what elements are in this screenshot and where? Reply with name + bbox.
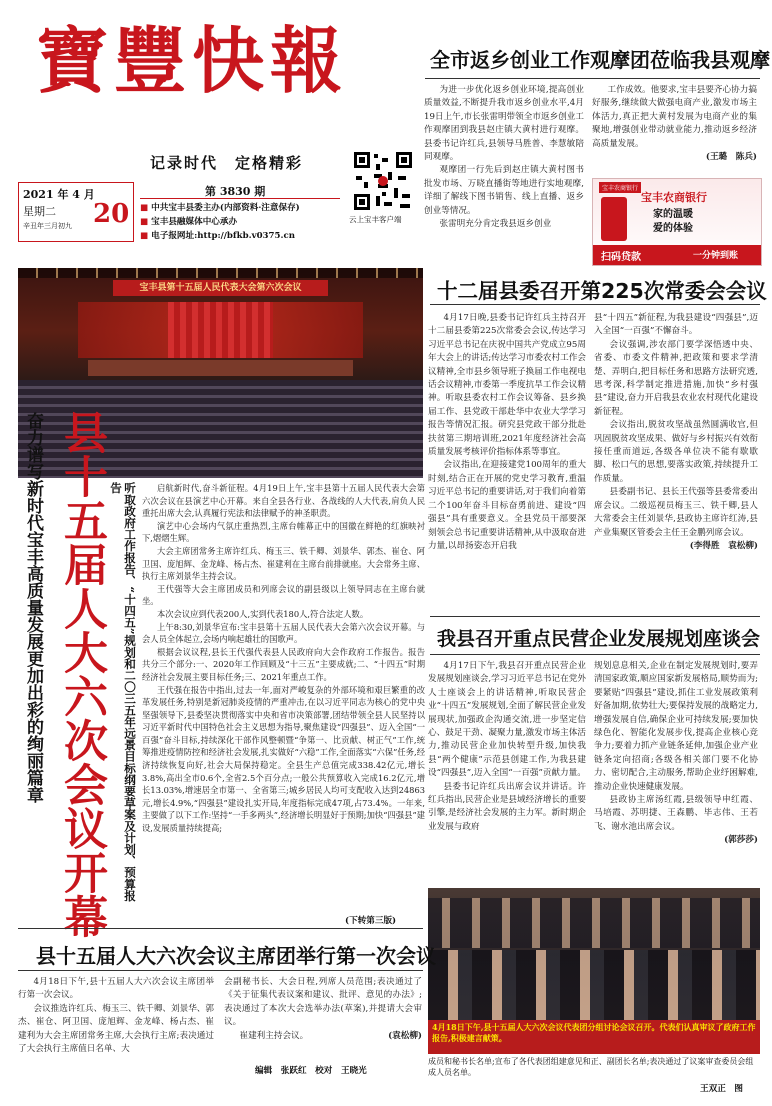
sponsor-line-1: ■ 中共宝丰县委主办(内部资料·注意保存) xyxy=(140,203,300,213)
lead-kicker: 奋力谱写新时代宝丰高质量发展更加出彩的绚丽篇章 xyxy=(23,412,43,803)
lead-p6: 上午8:30,刘景华宣布:宝丰县第十五届人民代表大会第六次会议开幕。与会人员全体起立,会场内响起雄壮的国歌声。 xyxy=(142,621,425,645)
bottom-article-p2: 会议推选许红兵、梅玉三、铁千卿、刘景华、郭杰、崔仓、阿卫国、庞旭辉、金龙峰、杨占杰、崔建利为大会主席团常务主席,大会执行主席;表决通过了大会执行主席值日名单、大 xyxy=(18,1003,214,1055)
footer-editor: 编辑 张跃红 校对 王晓光 xyxy=(255,1066,367,1076)
article-private-p3: 规划息息相关,企业在制定发展规划时,要弄清国家政策,顺应国家新发展格局,顺势而为;要紧贴“四强县”建设,抓住工业发展政策利好备加期,依势壮大;要保持发展的战略定力,增强发展自信,确保企业可持续发展;要加快绿色化、智能化发展步伐,提高企业核心竞争力;要着力抓产业链条延伸,加强企业产业链条定向招商;各级各相关部门要不化协力、密切配合,主动服务,帮助企业纾困解难,推动企业快速健康发展。 xyxy=(594,661,758,792)
bottom-photo-caption-2: 成员和秘书长名单;宣布了各代表团组建意见和正、副团长名单;表决通过了议案审查委员会组成人员名单。 xyxy=(428,1057,754,1077)
bottom-article-byline: (袁松柳) xyxy=(388,1030,422,1041)
bank-ad-logo: 宝丰农商银行 xyxy=(599,182,641,193)
bank-ad-right-slogan: 一分钟到账 xyxy=(693,251,739,261)
article-225-col1 xyxy=(428,312,586,612)
stage-lights xyxy=(18,268,423,278)
bottom-article-p4 xyxy=(224,1030,422,1043)
lead-headline: 县十五届人大六次会议开幕 xyxy=(56,410,107,938)
bottom-photo-back-row xyxy=(428,898,760,948)
lead-p1: 启航新时代,奋斗新征程。4月19日上午,宝丰县第十五届人民代表大会第六次会议在县演艺中心开幕。来自全县各行业、各战线的人大代表,肩负人民重托出席大会,认真履行宪法和法律赋予的神圣职责。 xyxy=(142,483,425,519)
issue-rule xyxy=(140,198,340,199)
bottom-article-rule-top xyxy=(18,928,423,929)
bank-ad-phone-image xyxy=(601,197,627,241)
top-article-col1 xyxy=(424,84,584,231)
top-article-p4: 工作成效。他要求,宝丰县要齐心协力搞好服务,继续做大做强电商产业,激发市场主体活力,真正把大黄村发展为电商产业的集聚地,增强创业带动就业能力,推动返乡经济高质量发展。 xyxy=(592,85,757,149)
bottom-photo-front-row xyxy=(428,950,760,1020)
article-225-p4: 会议强调,涉农部门要学深悟透中央、省委、市委文件精神,把政策和要求学清楚、弄明白,把目标任务和思路方法研究透,思考深,科学制定推进措施,加快“乡村强县”建设,奋力开启我县农业农村现代化建设新征程。 xyxy=(594,339,758,417)
article-private-p4: 县政协主席汤红霞,县级领导申红霞、马培霞、苏明捷、王森鹏、毕志伟、王若飞、谢水池出席会议。 xyxy=(594,795,758,832)
lead-p4: 王代强等大会主席团成员和列席会议的副县级以上领导同志在主席台就坐。 xyxy=(142,583,425,607)
article-225-rule xyxy=(430,304,760,305)
top-article-col2 xyxy=(592,84,757,164)
bank-ad-line2: 爱的体验 xyxy=(653,223,693,234)
issue-weekday: 星期二 xyxy=(23,205,56,218)
lead-p3: 大会主席团常务主席许红兵、梅玉三、铁千卿、刘景华、郭杰、崔仓、阿卫国、庞旭辉、金龙峰、杨占杰、崔建利在主席台前排就座。大会常务主席、执行主席刘景华主持会议。 xyxy=(142,545,425,582)
lead-continued: (下转第三版) xyxy=(345,916,397,926)
article-private-col1 xyxy=(428,660,586,884)
article-225-p2: 会议指出,在迎接建党100周年的重大时刻,结合正在开展的党史学习教育,重温习近平总书记的重要讲话,对于我们向着第二个100年奋斗目标奋勇前进、建设“四强县”具有重要意义。全县党员干部要深刻领会总书记重要讲话精神,从中汲取奋进力量,以昂扬姿态开启我 xyxy=(428,460,586,551)
bottom-article-headline: 县十五届人大六次会议主席团举行第一次会议 xyxy=(36,944,436,968)
qr-label: 云上宝丰客户端 xyxy=(349,215,402,224)
bottom-photo-caption: 4月18日下午,县十五届人大六次会议代表团分组讨论会议召开。代表们认真审议了政府工作报告,积极建言献策。 xyxy=(432,1022,756,1043)
bottom-article-col2 xyxy=(224,976,422,1043)
stage-podium xyxy=(88,360,353,376)
bottom-article-p3: 会副秘书长、大会日程,列席人员范围;表决通过了《关于征集代表议案和建议、批评、意见的办法》;表决通过了本次大会选举办法(草案),并提请大会审议。 xyxy=(224,977,422,1028)
lead-p7: 根据会议议程,县长王代强代表县人民政府向大会作政府工作报告。报告共分三个部分:一、2020年工作回顾及“十三五”主要成就;二、“十四五”时期经济社会发展主要目标任务;三、2021年重点工作。 xyxy=(142,646,425,682)
lead-body xyxy=(142,482,425,910)
article-private-col2 xyxy=(594,660,758,884)
bank-ad[interactable] xyxy=(592,178,762,266)
stage-banner: 宝丰县第十五届人民代表大会第六次会议 xyxy=(113,280,328,296)
sponsor-1: 中共宝丰县委主办(内部资料·注意保存) xyxy=(151,203,300,213)
lead-p2: 演艺中心会场内气氛庄重热烈,主席台帷幕正中的国徽在鲜艳的红旗映衬下,熠熠生辉。 xyxy=(142,520,425,544)
top-article-p2: 观摩团一行先后到赵庄镇大黄村图书批发市场、万晓直播街等地进行实地观摩,详细了解线下图书销售、线上直播、返乡创业等情况。 xyxy=(424,165,584,216)
top-article-p3: 张雷明充分肯定我县返乡创业 xyxy=(439,219,552,230)
issue-day: 20 xyxy=(93,199,130,229)
top-article-rule xyxy=(425,78,760,79)
issue-number: 第 3830 期 xyxy=(205,185,266,198)
lead-p5: 本次会议应到代表200人,实到代表180人,符合法定人数。 xyxy=(156,608,369,619)
article-225-col2 xyxy=(594,312,758,610)
bottom-article-col1 xyxy=(18,976,214,1056)
bottom-article-p1: 4月18日下午,县十五届人大六次会议主席团举行第一次会议。 xyxy=(18,977,214,1001)
article-private-byline: (郭莎莎) xyxy=(724,835,758,846)
bank-ad-left-slogan: 扫码贷款 xyxy=(601,252,641,263)
bank-ad-line1: 家的温暖 xyxy=(653,209,693,220)
issue-lunar: 辛丑年三月初九 xyxy=(23,222,72,230)
lead-subhead: 听取政府工作报告、“十四五”规划和二〇三五年远景目标纲要草案及计划、预算报告 xyxy=(109,482,137,902)
issue-date-box xyxy=(18,182,134,242)
article-private-rule-top xyxy=(430,616,760,617)
article-225-byline: (李得胜 袁松柳) xyxy=(689,540,758,551)
bottom-article-host: 崔建利主持会议。 xyxy=(239,1030,309,1041)
article-225-p6: 县委副书记、县长王代强等县委常委出席会议。二级巡视员梅玉三、铁千卿,县人大常委会主任刘景华,县政协主席许红涛,县产业集聚区管委会主任王金鹏列席会议。 xyxy=(594,487,758,538)
top-article-p1: 为进一步优化返乡创业环境,提高创业质量效益,不断提升我市返乡创业水平,4月19日上午,市长张雷明带领全市返乡创业工作观摩团到我县赵庄镇大黄村进行观摩。县委书记许红兵,县领导马胜普、李慧敏陪同观摩。 xyxy=(424,85,584,163)
article-private-p2: 县委书记许红兵出席会议并讲话。许红兵指出,民营企业是县域经济增长的重要引擎,是经济社会发展的主力军。新时期企业发展与政府 xyxy=(428,781,586,832)
bank-ad-headline: 宝丰农商银行 xyxy=(641,191,707,204)
article-225-p5: 会议指出,脱贫攻坚战虽然圆满收官,但巩固脱贫攻坚成果、做好与乡村振兴有效衔接任重而道远,各级各单位决不能有歇歇脚、松口气的思想,要落实政策,持续提升工作质量。 xyxy=(594,420,758,484)
top-article-byline: (王璐 陈兵) xyxy=(705,152,757,163)
lead-p8: 王代强在报告中指出,过去一年,面对严峻复杂的外部环境和艰巨繁重的改革发展任务,特别是新冠肺炎疫情的严重冲击,在以习近平同志为核心的党中央坚强领导下,县委坚决贯彻落实中央和省市决策部署,团结带领全县人民坚持以习近平新时代中国特色社会主义思想为指导,聚焦建设“四强县”、迈入全国“一百强”奋斗目标,持续深化干部作风整顿暨“争第一、比贡献、树正气”工作,统筹推进疫情防控和经济社会发展,扎实做好“六稳”工作,全面落实“六保”任务,经济持续恢复向好,社会大局保持稳定。全县生产总值完成338.42亿元,增长3.8%,高出全市0.6个,全省2.5个百分点;一般公共预算收入完成16.2亿元,增长13.03%,增速居全市第一、全省第三;城乡居民人均可支配收入达到24863元,增长4.9%,“四强县”建设扎实开局,年度指标完成47项,占73.4%。一年来,主要做了以下工作:坚持“一手多两头”,经济增长明显好于预期;加快“四强县”建设,发展质量持续提高; xyxy=(142,684,425,834)
masthead-title: 寶豐快報 xyxy=(36,18,349,103)
article-private-rule xyxy=(430,654,760,655)
masthead-slogan: 记录时代 定格精彩 xyxy=(150,154,304,172)
website[interactable]: 电子报网址:http://bfkb.v0375.cn xyxy=(151,231,295,241)
qr-code[interactable] xyxy=(352,150,414,212)
article-225-p3: 县“十四五”新征程,为我县建设“四强县”,迈入全国“一百强”不懈奋斗。 xyxy=(594,313,758,337)
article-225-headline: 十二届县委召开第225次常委会会议 xyxy=(437,279,767,303)
article-private-headline: 我县召开重点民营企业发展规划座谈会 xyxy=(437,628,761,650)
sponsor-2: 宝丰县融媒体中心承办 xyxy=(151,217,238,227)
issue-date: 2021 年 4 月 xyxy=(23,188,95,201)
bottom-photo xyxy=(428,888,760,1054)
article-private-p1: 4月17日下午,我县召开重点民营企业发展规划座谈会,学习习近平总书记在党外人士座谈会上的讲话精神,听取民营企业“十四五”发展规划,全面了解民营企业发展现状,加强政企沟通交流,进一步坚定信心、鼓足干劲、凝聚力量,激发市场主体活力,推动民营企业加快转型升级,加快我县“两个健康”示范县创建工作,为我县建设“四强县”,迈入全国“一百强”贡献力量。 xyxy=(428,661,586,779)
article-225-p1: 4月17日晚,县委书记许红兵主持召开十二届县委第225次常委会会议,传达学习习近平总书记在庆祝中国共产党成立95周年大会上的讲话;传达学习市委农村工作会议精神,全市县乡领导班子换届工作电视电话会议精神,市委第一季度抗旱工作会议精神。听取县委农村工作会议筹备、县乡换届工作、县党政干部赴华中农业大学学习报告等情况汇报。研究县党政干部分批赴扶贫第三期培训班,2021年度经济社会高质量发展考核评价指标体系等事宜。 xyxy=(428,313,586,458)
bottom-photo-credit: 王双正 图 xyxy=(700,1084,743,1094)
website-line: ■ 电子报网址:http://bfkb.v0375.cn xyxy=(140,231,295,241)
sponsor-line-2: ■ 宝丰县融媒体中心承办 xyxy=(140,217,238,227)
stage-flags xyxy=(168,302,273,358)
bottom-article-rule xyxy=(18,970,423,971)
top-article-headline: 全市返乡创业工作观摩团莅临我县观摩 xyxy=(430,48,770,72)
